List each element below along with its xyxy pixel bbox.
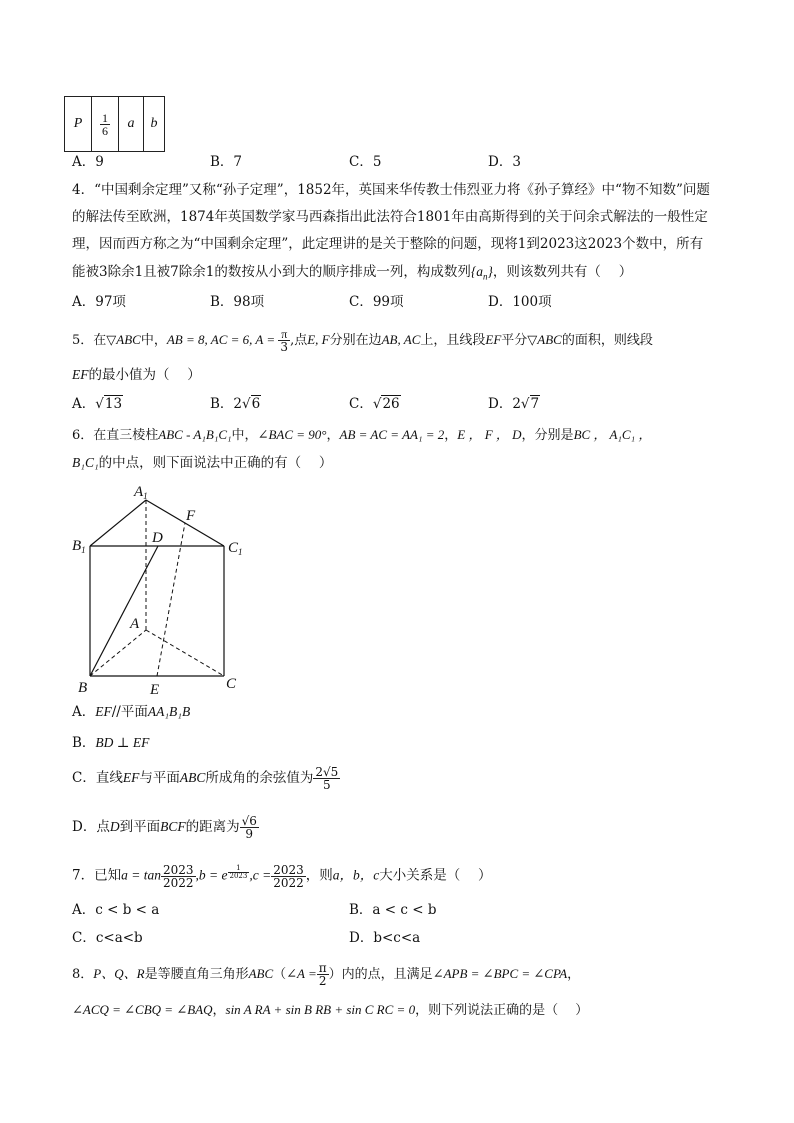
q4-line-1: 4．“中国剩余定理”又称“孙子定理”，1852年，英国来华传教士伟烈亚力将《孙子算经》中“物不知数”问题 <box>72 182 710 198</box>
label-a1: $A_1$ <box>134 484 148 501</box>
q6-option-d: D．点D到平面BCF的距离为 $\frac{√6}{9}$ <box>72 814 257 841</box>
q4-line-2: 的解法传至欧洲，1874年英国数学家马西森指出此法符合1801年由高斯得到的关于问余式解法的一般性定 <box>72 209 708 225</box>
prism-figure <box>70 478 260 700</box>
q5-option-d: D．2√7 <box>488 396 540 412</box>
label-e: E <box>150 682 160 698</box>
q5-line-2: EF的最小值为（ ） <box>72 367 201 383</box>
q6-option-a: A．EF//平面AA₁B₁B <box>72 704 191 720</box>
q3-option-c: C．5 <box>349 154 382 170</box>
q8-line-1: 8．P、Q、R是等腰直角三角形ABC（∠A = $\frac{\pi}{2}$ ）内的点，且满足∠APB = ∠BPC = ∠CPA， <box>72 961 581 988</box>
q4-line-3: 理，因而西方称之为“中国剩余定理”，此定理讲的是关于整除的问题，现将1到2023这2023个数中，所有 <box>72 236 704 252</box>
q5-option-a: A．√13 <box>72 396 123 412</box>
label-f: F <box>186 508 196 524</box>
q4-line-4: 能被3除余1且被7除余1的数按从小到大的顺序排成一列，构成数列$\{a_n\}$，则该数列共有（ ） <box>72 264 633 282</box>
label-b1: $B_1$ <box>72 538 86 555</box>
q6-option-c: C．直线EF与平面ABC所成角的余弦值为 $\frac{2√5}{5}$ <box>72 765 339 792</box>
q5-line-1: 5．在▽ABC中，AB = 8, AC = 6, A = $\frac{\pi}{3}$ ,点E, F分别在边AB, AC上，且线段EF平分▽ABC的面积，则线段 <box>72 327 653 354</box>
q5-option-c: C．√26 <box>349 396 400 412</box>
q6-option-b: B．BD ⊥ EF <box>72 735 150 751</box>
q7-option-a: A．c < b < a <box>72 902 160 918</box>
segment-bd <box>90 546 158 676</box>
edge-b-a-hidden <box>90 630 146 676</box>
q7-option-d: D．b<c<a <box>349 930 421 946</box>
q3-option-d: D．3 <box>488 154 521 170</box>
q6-line-2: B₁C₁的中点，则下面说法中正确的有（ ） <box>72 455 333 471</box>
label-d: D <box>152 530 163 546</box>
label-a: A <box>130 616 140 632</box>
q7-stem: 7．已知a = tan $\frac{2023}{2022}$ ,b = e $^{\frac{1}{2023}}$ ,c = $\frac{2023}{2022}$ ，则a，b，c大小关系是（ ） <box>72 862 492 890</box>
table-a-cell: a <box>119 97 144 152</box>
q4-option-d: D．100项 <box>488 294 552 310</box>
probability-table <box>64 96 165 152</box>
edge-a-c-hidden <box>146 630 224 676</box>
table-b-cell: b <box>144 97 165 152</box>
edge-b1-a1 <box>90 500 146 546</box>
sequence-symbol: $\{a_n\}$ <box>470 264 493 282</box>
label-c1: $C_1$ <box>228 540 243 557</box>
q4-option-c: C．99项 <box>349 294 404 310</box>
q7-option-c: C．c<a<b <box>72 930 143 946</box>
q8-line-2: ∠ACQ = ∠CBQ = ∠BAQ，sin A RA + sin B RB + sin C RC = 0，则下列说法正确的是（ ） <box>72 1002 589 1018</box>
q4-option-a: A．97项 <box>72 294 126 310</box>
q6-line-1: 6．在直三棱柱ABC - A₁B₁C₁中，∠BAC = 90°，AB = AC = AA₁ = 2，E ， F ， D，分别是BC ， A₁C₁ ， <box>72 427 652 443</box>
label-b: B <box>78 680 88 696</box>
q3-option-a: A．9 <box>72 154 104 170</box>
q4-option-b: B．98项 <box>210 294 265 310</box>
label-c: C <box>226 676 237 692</box>
q7-option-b: B．a < c < b <box>349 902 437 918</box>
table-label-cell: P <box>65 97 92 152</box>
q5-option-b: B．2√6 <box>210 396 261 412</box>
table-fraction-cell: $\frac{1}{6}$ <box>92 97 119 152</box>
q3-option-b: B．7 <box>210 154 243 170</box>
